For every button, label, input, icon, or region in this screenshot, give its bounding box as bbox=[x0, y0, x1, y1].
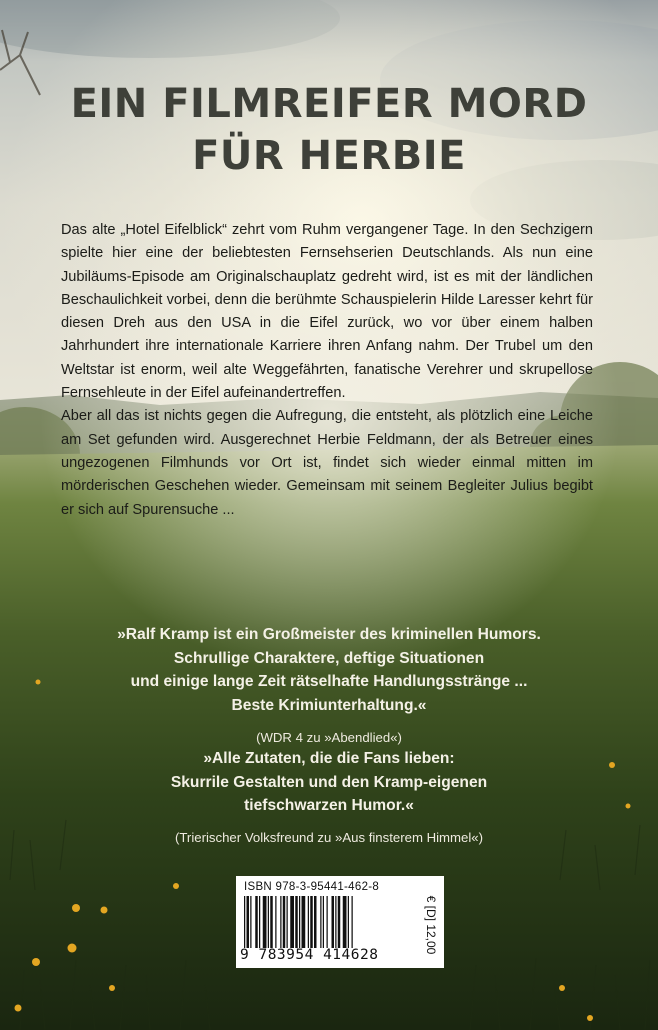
review-quote-line: »Alle Zutaten, die die Fans lieben: bbox=[203, 750, 455, 767]
review-quote-line: Beste Krimiunterhaltung.« bbox=[231, 696, 427, 714]
book-title-line-1: EIN FILMREIFER MORD bbox=[70, 81, 588, 127]
barcode-bar bbox=[343, 896, 347, 948]
barcode-bar bbox=[244, 896, 245, 948]
barcode-bar bbox=[335, 896, 336, 948]
review-quote-line: Schrullige Charaktere, deftige Situationen bbox=[173, 649, 485, 667]
barcode-bar bbox=[327, 896, 328, 948]
barcode-bar bbox=[310, 896, 313, 948]
barcode-bar bbox=[247, 896, 250, 948]
book-title-line-2: FÜR HERBIE bbox=[192, 133, 466, 179]
barcode-bar bbox=[352, 896, 353, 948]
price-label bbox=[423, 886, 439, 964]
barcode-bar bbox=[302, 896, 306, 948]
isbn-label: ISBN 978-3-95441-462-8 bbox=[244, 881, 380, 893]
review-quote-1-text bbox=[0, 623, 658, 717]
barcode-digits: 9 783954 414628 bbox=[240, 947, 379, 963]
price-text: € [D] 12,00 bbox=[424, 895, 438, 955]
barcode-bar bbox=[250, 896, 251, 948]
barcode-bar bbox=[314, 896, 317, 948]
barcode-bar bbox=[295, 896, 298, 948]
barcode-bar bbox=[308, 896, 309, 948]
barcode-bar bbox=[283, 896, 286, 948]
barcode-bar bbox=[263, 896, 267, 948]
review-quote-1 bbox=[0, 623, 658, 747]
review-quote-line: »Ralf Kramp ist ein Großmeister des kriminellen Humors. bbox=[117, 626, 541, 643]
barcode-bar bbox=[270, 896, 273, 948]
barcode-bar bbox=[255, 896, 258, 948]
isbn-barcode-block bbox=[236, 876, 444, 968]
barcode-bar bbox=[338, 896, 341, 948]
book-title bbox=[0, 78, 658, 182]
review-quote-2 bbox=[0, 747, 658, 847]
barcode-bar bbox=[280, 896, 281, 948]
barcode-bar bbox=[299, 896, 300, 948]
blurb-paragraph-2: Aber all das ist nichts gegen die Aufregung, die entsteht, als plötzlich eine Leiche am Set gefunden wird. Ausgerechnet Herbie Feldmann, der als Betreuer eines ungezogenen Filmhunds vor Ort ist, findet sich wieder einmal mitten im mörderischen Geschehen wieder. Gemeinsam mit seinem Begleiter Julius begibt er sich auf Spurensuche ... bbox=[61, 408, 593, 518]
blurb-paragraph-1: Das alte „Hotel Eifelblick“ zehrt vom Ruhm vergangener Tage. In den Sechzigern spielte hier eine der beliebtesten Fernsehserien Deutschlands. Als nun eine Jubiläums-Episode am Originalschauplatz gedreht wird, ist es mit der ländlichen Beschaulichkeit vorbei, denn die berühmte Schauspielerin Hilde Laresser kehrt für diesen Dreh aus den USA in die Eifel zurück, wo vor über einem halben Jahrhundert ihre internationale Karriere ihren Anfang nahm. Der Trubel um den Weltstar ist enorm, weil alte Weggefährten, fanatische Verehrer und skrupellose Fernsehleute in der Eifel aufeinandertreffen. bbox=[61, 222, 593, 402]
barcode-bar bbox=[332, 896, 335, 948]
review-quote-line: Skurrile Gestalten und den Kramp-eigenen bbox=[170, 773, 488, 791]
review-quote-line: und einige lange Zeit rätselhafte Handlungsstränge ... bbox=[130, 673, 528, 690]
book-blurb bbox=[61, 219, 593, 522]
barcode-bar bbox=[348, 896, 349, 948]
review-quote-line: tiefschwarzen Humor.« bbox=[244, 797, 414, 814]
barcode-bar bbox=[259, 896, 260, 948]
barcode-bar bbox=[268, 896, 269, 948]
barcode-bar bbox=[290, 896, 294, 948]
barcode-bar bbox=[287, 896, 288, 948]
barcode-bar bbox=[320, 896, 321, 948]
review-quote-2-source: (Trierischer Volksfreund zu »Aus finsterem Himmel«) bbox=[174, 829, 484, 845]
barcode-bar bbox=[323, 896, 324, 948]
review-quote-2-text bbox=[0, 747, 658, 818]
review-quote-1-source: (WDR 4 zu »Abendlied«) bbox=[256, 730, 402, 745]
barcode-bar bbox=[275, 896, 276, 948]
barcode-bars bbox=[242, 896, 414, 948]
